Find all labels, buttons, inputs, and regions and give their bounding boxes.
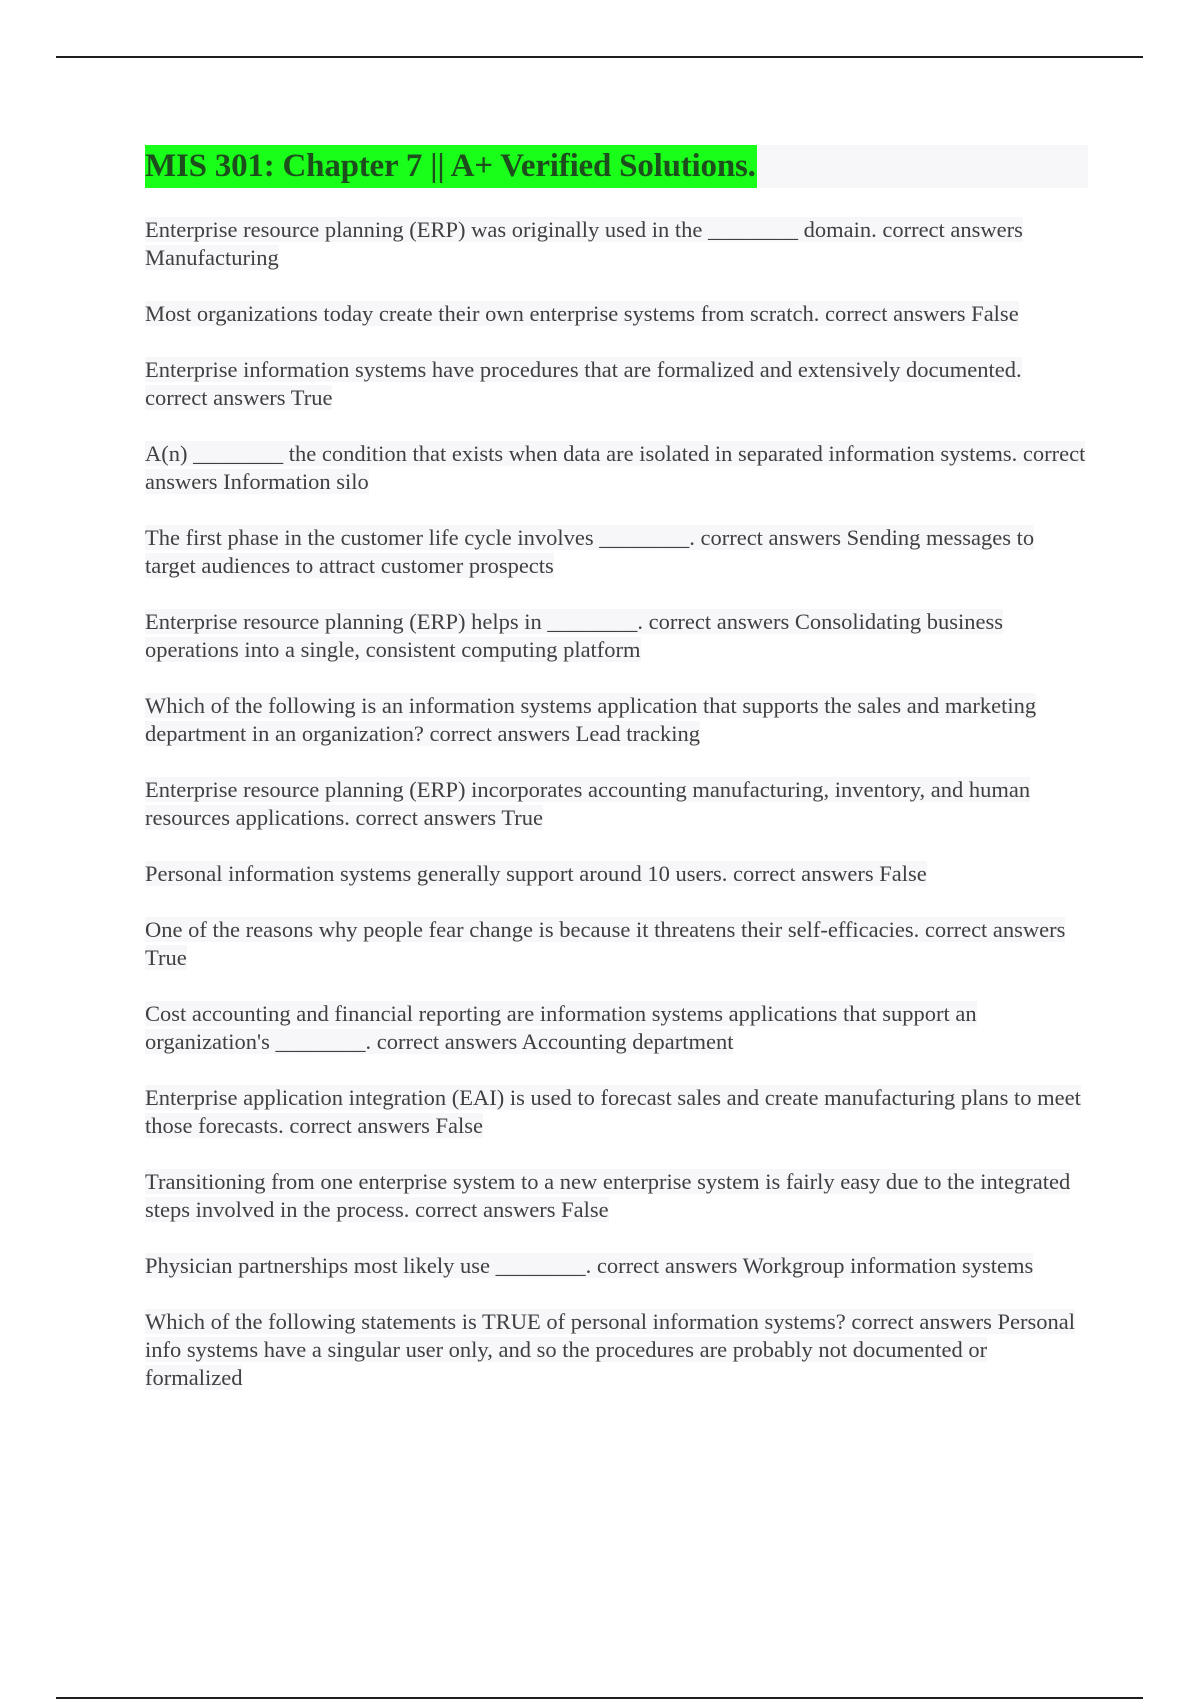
qa-item: [145, 1000, 1088, 1056]
qa-item: [145, 608, 1088, 664]
qa-item: [145, 916, 1088, 972]
qa-list: [145, 216, 1088, 1392]
top-rule: [56, 56, 1143, 58]
qa-item: [145, 860, 1088, 888]
qa-text: Personal information systems generally support around 10 users. correct answers False: [145, 861, 927, 886]
document-title: MIS 301: Chapter 7 || A+ Verified Solutions.: [145, 145, 757, 188]
qa-item: [145, 1168, 1088, 1224]
qa-text: A(n) ________ the condition that exists when data are isolated in separated information systems. correct answers Information silo: [145, 441, 1086, 494]
qa-item: [145, 1252, 1088, 1280]
qa-text: Physician partnerships most likely use ________. correct answers Workgroup information systems: [145, 1253, 1034, 1278]
qa-item: [145, 1084, 1088, 1140]
title-block: [145, 145, 1088, 188]
qa-text: One of the reasons why people fear change is because it threatens their self-efficacies. correct answers True: [145, 917, 1066, 970]
qa-text: Which of the following statements is TRUE of personal information systems? correct answers Personal info systems have a singular user only, and so the procedures are probably not documented or formalized: [145, 1309, 1075, 1390]
qa-text: Transitioning from one enterprise system to a new enterprise system is fairly easy due to the integrated steps involved in the process. correct answers False: [145, 1169, 1071, 1222]
qa-text: Enterprise application integration (EAI) is used to forecast sales and create manufacturing plans to meet those forecasts. correct answers False: [145, 1085, 1081, 1138]
qa-text: Most organizations today create their own enterprise systems from scratch. correct answers False: [145, 301, 1019, 326]
qa-text: Enterprise resource planning (ERP) incorporates accounting manufacturing, inventory, and human resources applications. correct answers True: [145, 777, 1031, 830]
bottom-rule: [56, 1697, 1143, 1699]
qa-item: [145, 300, 1088, 328]
document-body: [145, 145, 1088, 1420]
qa-text: Cost accounting and financial reporting are information systems applications that support an organization's ________. correct answers Accounting department: [145, 1001, 977, 1054]
qa-item: [145, 1308, 1088, 1392]
qa-item: [145, 216, 1088, 272]
qa-item: [145, 776, 1088, 832]
qa-item: [145, 356, 1088, 412]
qa-text: Enterprise resource planning (ERP) was originally used in the ________ domain. correct answers Manufacturing: [145, 217, 1023, 270]
qa-text: The first phase in the customer life cycle involves ________. correct answers Sending messages to target audiences to attract customer prospects: [145, 525, 1035, 578]
qa-item: [145, 524, 1088, 580]
qa-text: Enterprise resource planning (ERP) helps in ________. correct answers Consolidating business operations into a single, consistent computing platform: [145, 609, 1003, 662]
qa-text: Which of the following is an information systems application that supports the sales and marketing department in an organization? correct answers Lead tracking: [145, 693, 1037, 746]
qa-item: [145, 440, 1088, 496]
qa-text: Enterprise information systems have procedures that are formalized and extensively documented. correct answers True: [145, 357, 1022, 410]
qa-item: [145, 692, 1088, 748]
